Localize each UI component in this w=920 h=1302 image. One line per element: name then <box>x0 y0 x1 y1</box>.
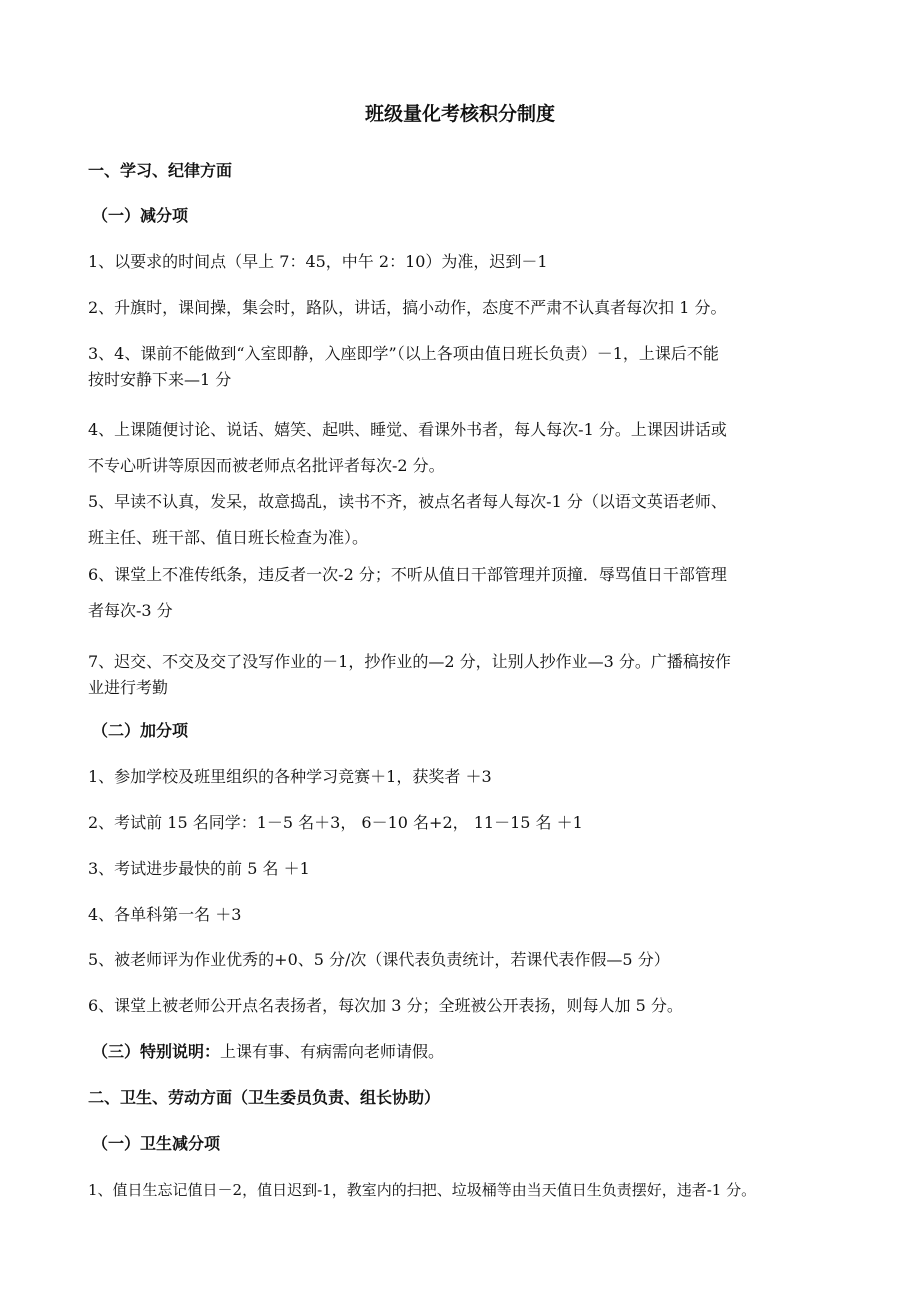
deduction-item-continued: 按时安静下来—1 分 <box>88 370 232 389</box>
deduction-item: 7、迟交、不交及交了没写作业的－1，抄作业的—2 分，让别人抄作业—3 分。广播稿按作 <box>88 652 731 671</box>
deduction-item-continued: 者每次-3 分 <box>88 601 173 620</box>
addition-item: 2、考试前 15 名同学：1－5 名＋3， 6－10 名+2， 11－15 名 ＋1 <box>88 813 583 832</box>
deduction-item: 4、上课随便讨论、说话、嬉笑、起哄、睡觉、看课外书者，每人每次-1 分。上课因讲话或 <box>88 420 727 439</box>
section-heading-study-discipline: 一、学习、纪律方面 <box>88 161 233 180</box>
hygiene-deduction-item: 1、值日生忘记值日－2，值日迟到-1，教室内的扫把、垃圾桶等由当天值日生负责摆好，违者-1 分。 <box>88 1181 757 1199</box>
section-heading-hygiene-labor: 二、卫生、劳动方面（卫生委员负责、组长协助） <box>88 1088 441 1107</box>
addition-item: 1、参加学校及班里组织的各种学习竞赛＋1，获奖者 ＋3 <box>88 767 492 786</box>
deduction-item-continued: 业进行考勤 <box>88 678 169 697</box>
deduction-item: 2、升旗时，课间操，集会时，路队，讲话，搞小动作，态度不严肃不认真者每次扣 1 分。 <box>88 298 727 317</box>
addition-item: 3、考试进步最快的前 5 名 ＋1 <box>88 859 310 878</box>
deduction-item-continued: 班主任、班干部、值日班长检查为准）。 <box>88 528 369 547</box>
addition-item: 6、课堂上被老师公开点名表扬者，每次加 3 分；全班被公开表扬，则每人加 5 分。 <box>88 996 683 1015</box>
deduction-item-continued: 不专心听讲等原因而被老师点名批评者每次-2 分。 <box>88 456 445 475</box>
addition-item: 5、被老师评为作业优秀的+0、5 分/次（课代表负责统计，若课代表作假—5 分） <box>88 950 670 969</box>
special-note <box>92 1042 444 1062</box>
addition-item: 4、各单科第一名 ＋3 <box>88 905 242 924</box>
subheading-deductions: （一）减分项 <box>92 206 189 225</box>
page-title: 班级量化考核积分制度 <box>364 103 555 125</box>
deduction-item: 5、早读不认真，发呆，故意捣乱，读书不齐，被点名者每人每次-1 分（以语文英语老师、 <box>88 492 727 511</box>
subheading-additions: （二）加分项 <box>92 721 189 740</box>
subheading-hygiene-deductions: （一）卫生减分项 <box>92 1134 221 1153</box>
special-note-label: （三）特别说明： <box>92 1042 221 1061</box>
deduction-item: 6、课堂上不准传纸条，违反者一次-2 分；不听从值日干部管理并顶撞．辱骂值日干部管理 <box>88 565 727 584</box>
deduction-item: 1、以要求的时间点（早上 7：45，中午 2：10）为准，迟到－1 <box>88 252 548 271</box>
deduction-item: 3、4、课前不能做到“入室即静，入座即学”（以上各项由值日班长负责）－1，上课后不能 <box>88 344 719 363</box>
special-note-text: 上课有事、有病需向老师请假。 <box>220 1042 445 1061</box>
